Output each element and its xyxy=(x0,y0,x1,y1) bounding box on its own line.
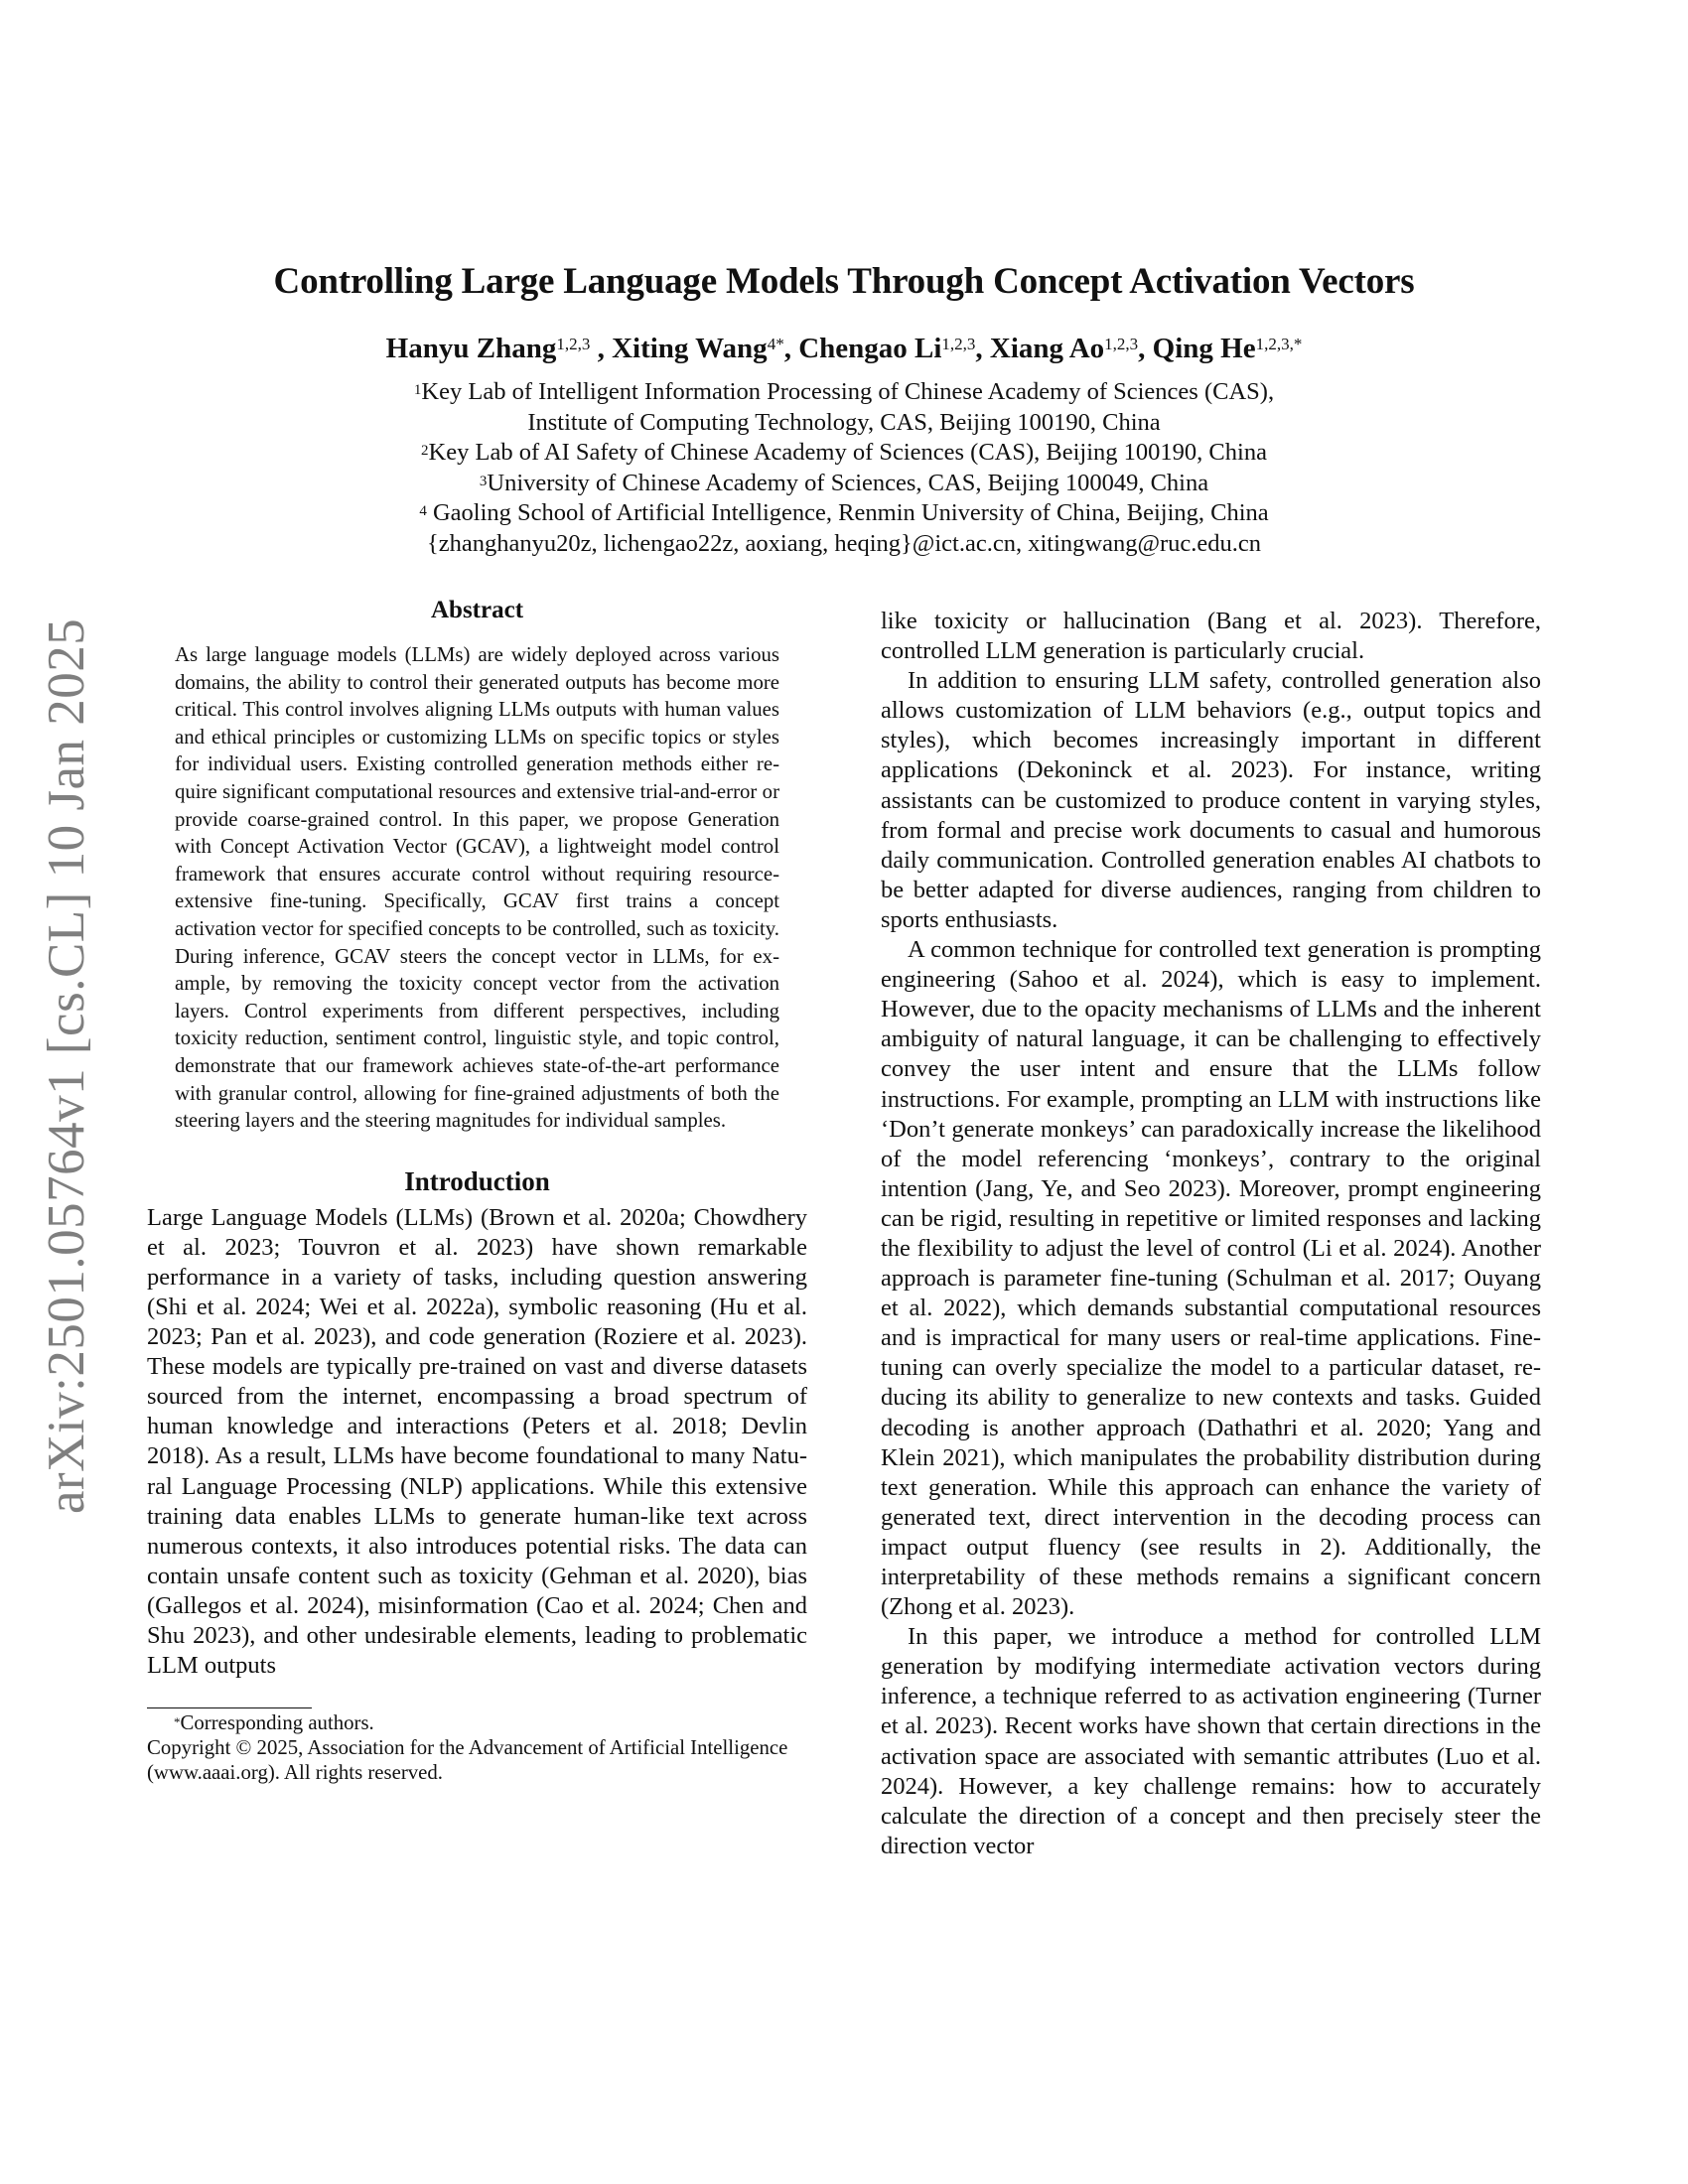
author-affiliation-mark: 1,2,3 xyxy=(941,335,976,353)
author-affiliation-mark: 1,2,3 xyxy=(1104,335,1139,353)
affiliation-mark: 2 xyxy=(421,443,429,459)
author-name: Hanyu Zhang xyxy=(385,333,557,364)
introduction-paragraph: In addition to ensuring LLM safety, controlled generation also allows customization of LLM behaviors (e.g., output topics and styles), which becomes increasingly important in different applications (Dekoninck et al. 2023). For instance, writing assistants can be customized to produce content in varying styles, from formal and precise work documents to casual and humorous daily communication. Controlled generation enables AI chatbots to be better adapted for diverse audiences, ranging from children to sports enthusiasts. xyxy=(881,667,1541,933)
introduction-paragraph: A common technique for controlled text generation is prompting engineering (Sahoo et al. 2024), which is easy to implement. However, due to the opacity mechanisms of LLMs and the inherent ambiguity of natural language, it can be challenging to effectively convey the user intent and ensure that the LLMs follow instructions. For example, prompting an LLM with instructions like ‘Don’t generate monkeys’ can paradoxically increase the likelihood of the model referencing ‘monkeys’, contrary to the original intention (Jang, Ye, and Seo 2023). Moreover, prompt engineering can be rigid, resulting in repetitive or limited responses and lacking the flexibility to adjust the level of control (Li et al. 2024). Another approach is parameter fine-tuning (Schulman et al. 2017; Ouyang et al. 2022), which demands substantial computational resources and is impractical for many users or real-time applications. Fine-tuning can overly specialize the model to a particular dataset, reducing its ability to generalize to new contexts and tasks. Guided decoding is another approach (Dathathri et al. 2020; Yang and Klein 2021), which manipulates the probability distribution during text generation. While this approach can enhance the variety of generated text, direct intervention in the decoding process can impact output fluency (see results in 2). Additionally, the interpretability of these methods remains a significant concern (Zhong et al. 2023). xyxy=(881,936,1541,1621)
corresponding-author-footnote xyxy=(147,1710,807,1735)
introduction-paragraph: Large Language Models (LLMs) (Brown et al. 2020a; Chowdhery et al. 2023; Touvron et al. 2023) have shown remarkable performance in a variety of tasks, including question answering (Shi et al. 2024; Wei et al. 2022a), symbolic reasoning (Hu et al. 2023; Pan et al. 2023), and code generation (Roziere et al. 2023). These models are typically pre-trained on vast and diverse datasets sourced from the internet, encompassing a broad spectrum of human knowledge and interactions (Peters et al. 2018; Devlin 2018). As a result, LLMs have become foundational to many Natural Language Processing (NLP) applications. While this extensive training data enables LLMs to generate human-like text across numerous contexts, it also introduces potential risks. The data can contain unsafe content such as toxicity (Gehman et al. 2020), bias (Gallegos et al. 2024), misinformation (Cao et al. 2024; Chen and Shu 2023), and other undesirable elements, leading to problematic LLM outputs xyxy=(147,1203,807,1680)
affiliation-text: Institute of Computing Technology, CAS, Beijing 100190, China xyxy=(527,408,1161,436)
arxiv-identifier-stamp: arXiv:2501.05764v1 [cs.CL] 10 Jan 2025 xyxy=(38,617,95,1514)
introduction-heading: Introduction xyxy=(404,1165,550,1196)
affiliation-text: University of Chinese Academy of Sciences, CAS, Beijing 100049, China xyxy=(487,469,1209,496)
author-separator: , xyxy=(975,333,990,364)
affiliation-mark: 1 xyxy=(413,382,422,398)
author-name: Chengao Li xyxy=(798,333,942,364)
email-list: {zhanghanyu20z, lichengao22z, aoxiang, heqing}@ict.ac.cn, xitingwang@ruc.edu.cn xyxy=(426,529,1262,557)
author-emails xyxy=(0,529,1688,560)
author-affiliation-mark: 1,2,3 xyxy=(556,335,591,353)
author-name: Xiang Ao xyxy=(989,333,1105,364)
affiliation-text: Key Lab of Intelligent Information Processing of Chinese Academy of Sciences (CAS), xyxy=(421,378,1275,405)
abstract-heading: Abstract xyxy=(430,597,524,623)
author-list xyxy=(0,331,1688,366)
affiliation-line xyxy=(0,377,1688,408)
author-name: Xiting Wang xyxy=(612,333,768,364)
affiliation-mark: 3 xyxy=(479,473,488,489)
author-affiliation-mark: 4* xyxy=(767,335,784,353)
affiliation-text: Gaoling School of Artificial Intelligence, Renmin University of China, Beijing, China xyxy=(426,499,1269,526)
left-column xyxy=(147,596,807,1785)
footnote-mark: * xyxy=(174,1714,181,1730)
author-affiliation-mark: 1,2,3,* xyxy=(1255,335,1303,353)
introduction-paragraph: like toxicity or hallucination (Bang et al. 2023). Therefore, controlled LLM generation is particularly crucial. xyxy=(881,608,1541,665)
affiliation-line xyxy=(0,408,1688,439)
paper-title: Controlling Large Language Models Through Concept Activation Vectors xyxy=(273,261,1415,302)
author-separator: , xyxy=(590,333,613,364)
affiliation-block xyxy=(0,377,1688,559)
affiliation-line xyxy=(0,469,1688,499)
footnote-text: Corresponding authors. xyxy=(180,1711,374,1735)
copyright-notice: Copyright © 2025, Association for the Advancement of Artificial Intelligence (www.aaai.org). All rights reserved. xyxy=(147,1736,788,1785)
author-separator: , xyxy=(783,333,799,364)
affiliation-mark: 4 xyxy=(419,503,427,519)
affiliation-text: Key Lab of AI Safety of Chinese Academy of Sciences (CAS), Beijing 100190, China xyxy=(428,439,1267,466)
author-separator: , xyxy=(1138,333,1153,364)
affiliation-line xyxy=(0,498,1688,529)
introduction-paragraph: In this paper, we introduce a method for controlled LLM generation by modifying intermediate activation vectors during inference, a technique referred to as activation engineering (Turner et al. 2023). Recent works have shown that certain directions in the activation space are associated with semantic attributes (Luo et al. 2024). However, a key challenge remains: how to accurately calculate the direction of a concept and then precisely steer the direction vector xyxy=(881,1623,1541,1859)
affiliation-line xyxy=(0,438,1688,469)
footnote-divider xyxy=(147,1707,312,1708)
abstract-text: As large language models (LLMs) are widely deployed across various domains, the ability to control their generated outputs has become more critical. This control involves aligning LLMs outputs with human values and ethical principles or customizing LLMs on specific topics or styles for individual users. Existing controlled generation methods either require significant computational resources and extensive trial-and-error or provide coarse-grained control. In this paper, we propose Generation with Concept Activation Vector (GCAV), a lightweight model control framework that ensures accurate control without requiring resource-extensive fine-tuning. Specifically, GCAV first trains a concept activation vector for specified concepts to be controlled, such as toxicity. During inference, GCAV steers the concept vector in LLMs, for example, by removing the toxicity concept vector from the activation layers. Control experiments from different perspectives, including toxicity reduction, sentiment control, linguistic style, and topic control, demonstrate that our framework achieves state-of-the-art performance with granular control, allowing for fine-grained adjustments of both the steering layers and the steering magnitudes for individual samples. xyxy=(175,643,779,1133)
right-column xyxy=(881,607,1541,1861)
author-name: Qing He xyxy=(1152,333,1256,364)
